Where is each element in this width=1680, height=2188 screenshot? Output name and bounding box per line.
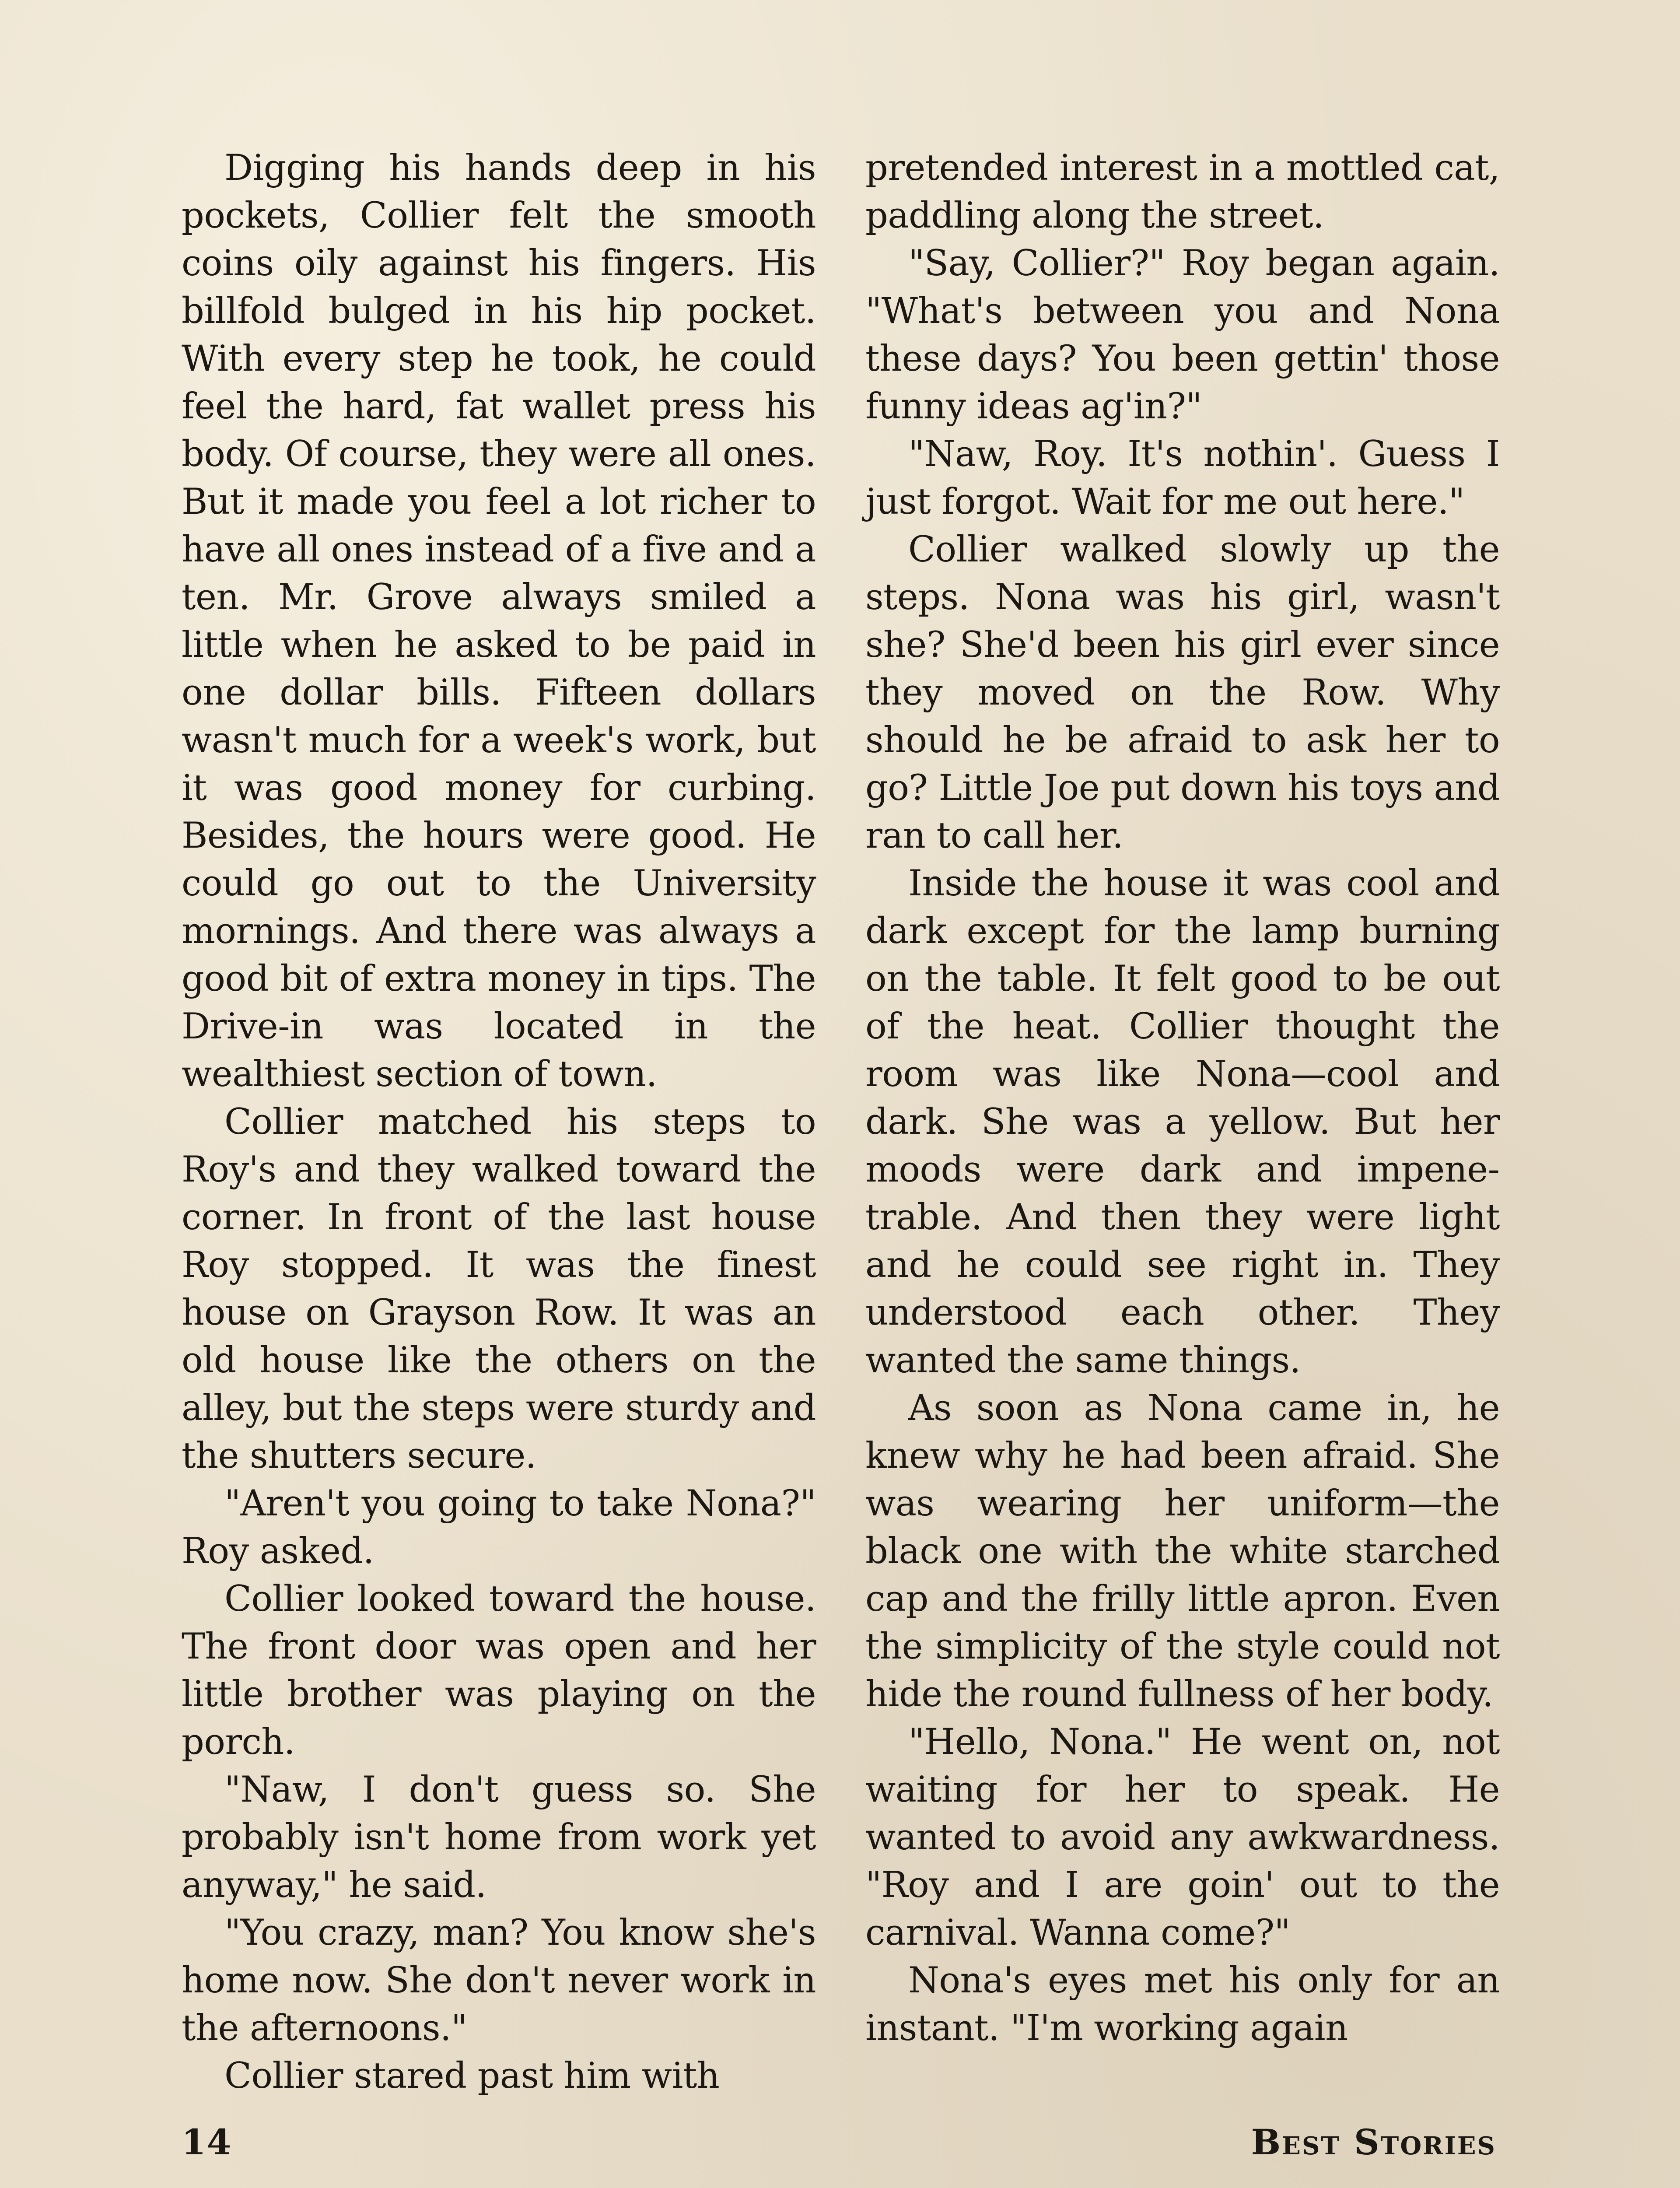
paragraph: Collier looked toward the house. The front door was open and her little brother was playing on the porch. (182, 1578, 816, 1763)
running-footer: Best Stories (1251, 2121, 1496, 2163)
paragraph: Nona's eyes met his only for an instant. "I'm working again (865, 1960, 1500, 2049)
paragraph: Collier walked slowly up the steps. Nona was his girl, wasn't she? She'd been his girl ever since they moved on the Row. Why should he be afraid to ask her to go? Little Joe put down his toys and ran to call her. (865, 529, 1500, 856)
paragraph: Collier stared past him with (224, 2055, 720, 2097)
paragraph: "Say, Collier?" Roy began again. "What's between you and Nona these days? You been gettin' those funny ideas ag'in?" (865, 243, 1500, 427)
paragraph: Inside the house it was cool and dark except for the lamp burning on the table. It felt good to be out of the heat. Collier thought the room was like Nona—cool and dark. She was a yellow. But her moods were dark and impenetrable. And then they were light and he could see right in. They understood each other. They wanted the same things. (865, 863, 1500, 1381)
paragraph: "You crazy, man? You know she's home now. She don't never work in the afternoons." (182, 1912, 816, 2049)
paragraph: As soon as Nona came in, he knew why he had been afraid. She was wearing her uniform—the black one with the white starched cap and the frilly little apron. Even the simplicity of the style could not hide the round fullness of her body. (865, 1388, 1500, 1715)
paragraph-continuation: pretended interest in a mottled cat, paddling along the street. (865, 147, 1500, 236)
page-number: 14 (182, 2121, 232, 2163)
paragraph: "Aren't you going to take Nona?" Roy asked. (182, 1483, 816, 1572)
paragraph: "Hello, Nona." He went on, not waiting for her to speak. He wanted to avoid any awkwardness. "Roy and I are goin' out to the carnival. Wanna come?" (865, 1722, 1500, 1953)
left-column (182, 144, 816, 2100)
paragraph: Digging his hands deep in his pockets, Collier felt the smooth coins oily against his fingers. His billfold bulged in his hip pocket. With every step he took, he could feel the hard, fat wallet press his body. Of course, they were all ones. But it made you feel a lot richer to have all ones instead of a five and a ten. Mr. Grove always smiled a little when he asked to be paid in one dollar bills. Fifteen dollars wasn't much for a week's work, but it was good money for curbing. Besides, the hours were good. He could go out to the University mornings. And there was always a good bit of extra money in tips. The Drive-in was located in the wealthiest section of town. (182, 147, 816, 1095)
paragraph: "Naw, I don't guess so. She probably isn't home from work yet anyway," he said. (182, 1769, 816, 1906)
paragraph: "Naw, Roy. It's nothin'. Guess I just forgot. Wait for me out here." (865, 434, 1500, 522)
paragraph: Collier matched his steps to Roy's and they walked toward the corner. In front of the last house Roy stopped. It was the finest house on Grayson Row. It was an old house like the others on the alley, but the steps were sturdy and the shutters secure. (182, 1101, 816, 1476)
right-column (865, 144, 1500, 2052)
